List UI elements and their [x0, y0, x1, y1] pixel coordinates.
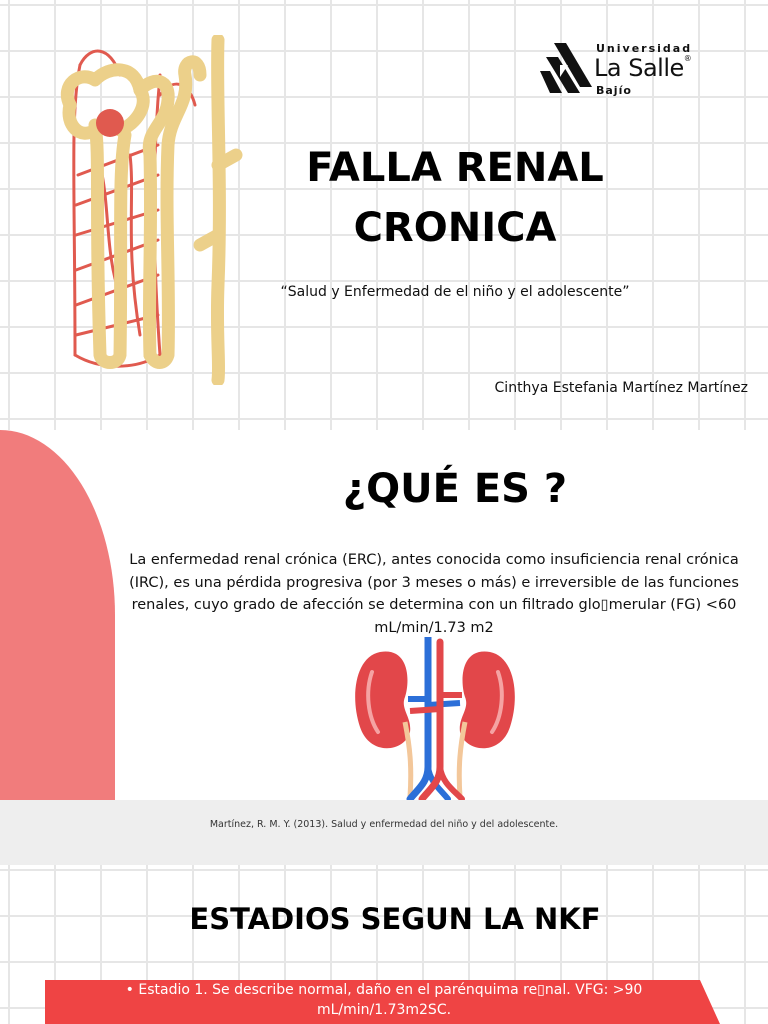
logo-name-text — [594, 54, 691, 82]
la-salle-logo-icon — [540, 43, 592, 93]
cover-title-line1: FALLA RENAL — [306, 145, 604, 191]
logo-university-text: Universidad — [596, 42, 693, 55]
kidneys-illustration-icon — [350, 637, 520, 802]
registered-mark: ® — [683, 54, 692, 63]
what-is-body: La enfermedad renal crónica (ERC), antes conocida como insuficiencia renal crónica (IRC), es una pérdida progresiva (por 3 meses o más) e irreversible de las funciones renales, cuyo grado de afección se determina con un filtrado glo▯merular (FG) <60 mL/min/1.73 m2 — [129, 552, 739, 636]
cover-subtitle: “Salud y Enfermedad de el niño y el adolescente” — [280, 284, 630, 300]
reference-band — [0, 800, 768, 865]
what-is-title: ¿QUÉ ES ? — [342, 466, 568, 512]
cover-title — [240, 138, 670, 258]
stage-1-text: • Estadio 1. Se describe normal, daño en el parénquima re▯nal. VFG: >90 mL/min/1.73m2SC. — [125, 982, 643, 1018]
logo-name: La Salle — [594, 54, 684, 82]
cover-author: Cinthya Estefania Martínez Martínez — [494, 380, 748, 396]
nephron-illustration-icon — [40, 35, 250, 385]
logo-campus-text: Bajío — [596, 84, 632, 97]
reference-text: Martínez, R. M. Y. (2013). Salud y enfermedad del niño y del adolescente. — [209, 819, 559, 830]
cover-title-line2: CRONICA — [353, 205, 557, 251]
stages-title: ESTADIOS SEGUN LA NKF — [189, 902, 601, 936]
